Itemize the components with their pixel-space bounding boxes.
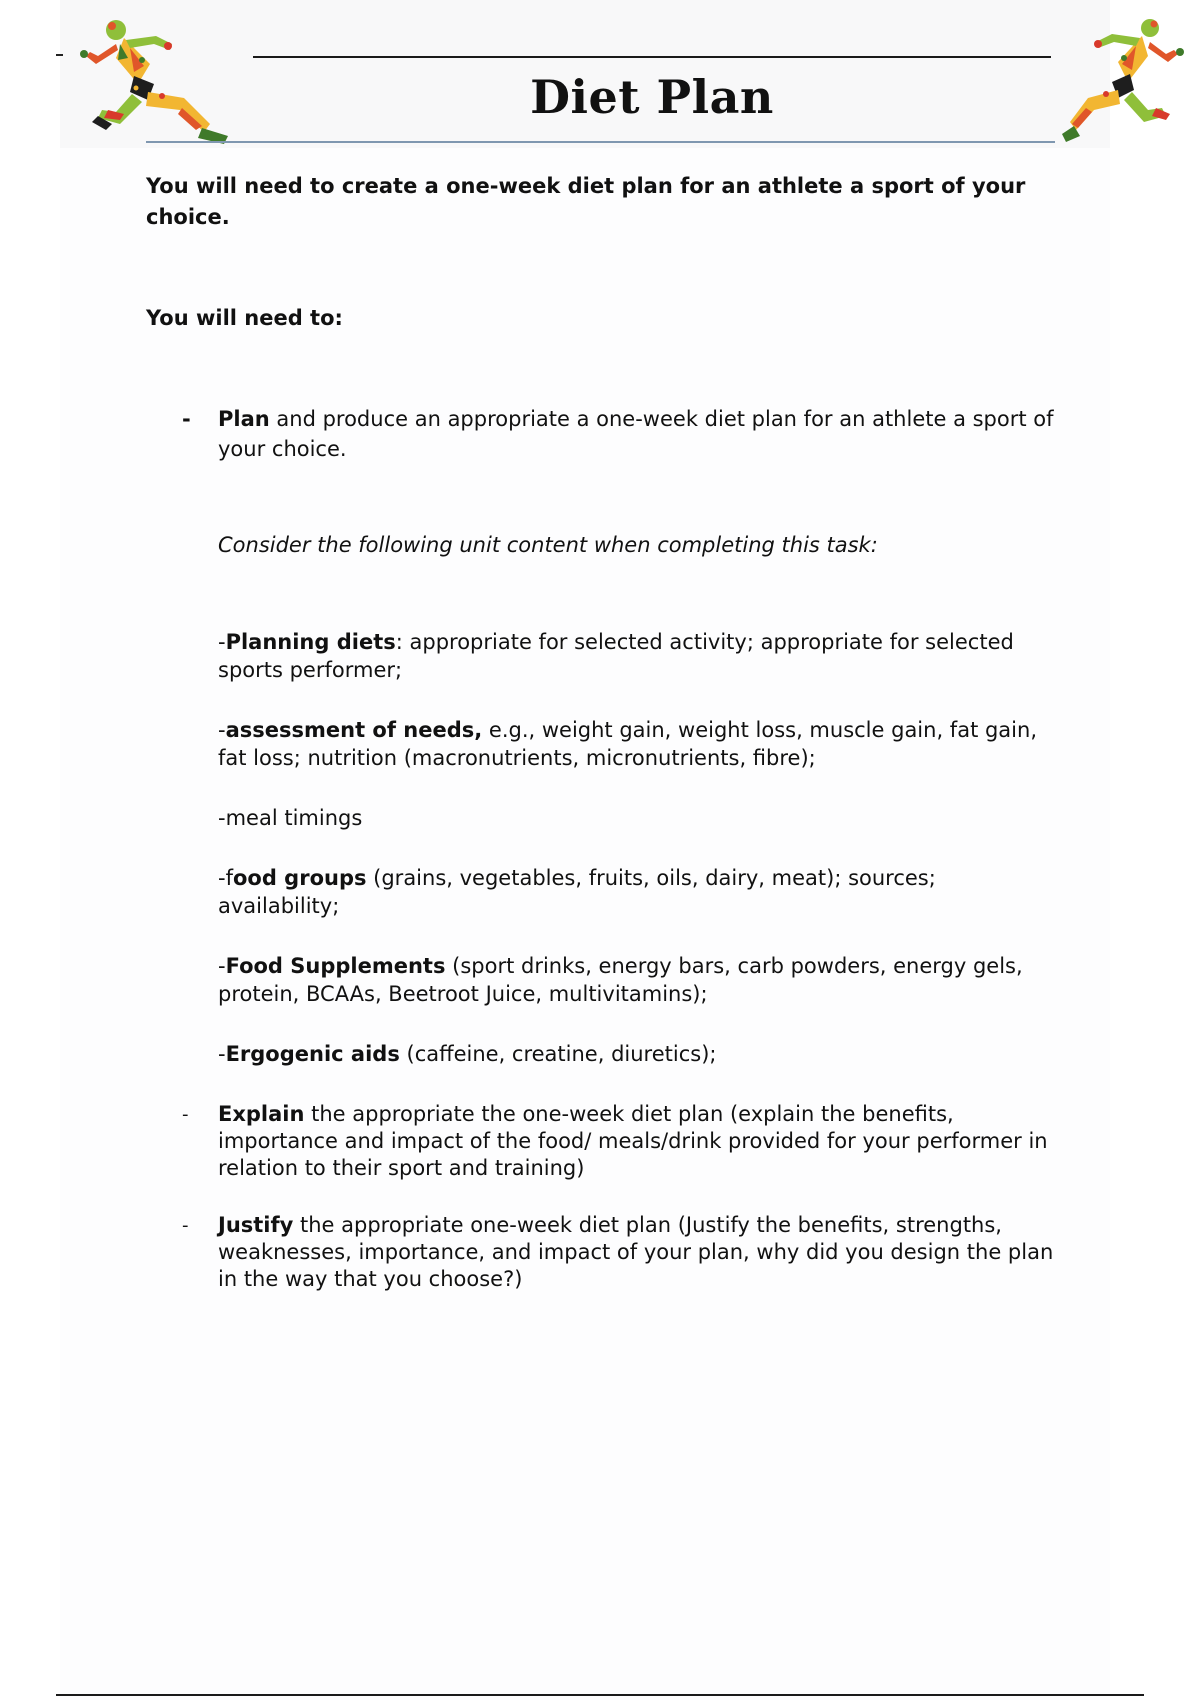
header-rule-top	[253, 56, 1051, 58]
task-text: and produce an appropriate a one-week diet plan for an athlete a sport of your choice.	[218, 407, 1054, 461]
item-prefix: -	[218, 1042, 226, 1066]
intro-paragraph: You will need to create a one-week diet plan for an athlete a sport of your choice.	[146, 174, 1026, 229]
unit-content-item	[218, 628, 1048, 684]
task-keyword: Justify	[218, 1213, 294, 1237]
runner-icon	[72, 14, 232, 146]
item-prefix: -	[218, 630, 226, 654]
task-text: the appropriate one-week diet plan (Justify the benefits, strengths, weaknesses, importance, and impact of your plan, why did you design the plan in the way that you choose?)	[218, 1213, 1054, 1291]
item-text: (grains, vegetables, fruits, oils, dairy, meat); sources; availability;	[218, 866, 936, 918]
item-prefix: -meal timings	[218, 806, 363, 830]
header-rule-bottom	[146, 141, 1055, 143]
unit-content-item	[218, 716, 1048, 772]
item-keyword: assessment of needs,	[225, 718, 483, 742]
item-keyword: ood groups	[232, 866, 367, 890]
page-title: Diet Plan	[530, 70, 774, 124]
corner-mark	[56, 54, 63, 56]
unit-content-item	[218, 1040, 1048, 1068]
item-keyword: Planning diets	[225, 630, 396, 654]
unit-content-item	[218, 804, 1048, 832]
item-prefix: -	[218, 718, 226, 742]
bullet-dash: -	[182, 1104, 189, 1125]
item-keyword: Ergogenic aids	[225, 1042, 400, 1066]
runner-icon	[1062, 14, 1192, 146]
unit-content-item	[218, 952, 1048, 1008]
bullet-dash: -	[182, 407, 191, 431]
bullet-dash: -	[182, 1215, 189, 1236]
footer-rule	[56, 1694, 1144, 1696]
item-text: (caffeine, creatine, diuretics);	[399, 1042, 717, 1066]
item-prefix: -	[218, 954, 226, 978]
unit-content-item	[218, 864, 1048, 920]
task-explain	[146, 1101, 1056, 1182]
item-text: (sport drinks, energy bars, carb powders, energy gels, protein, BCAAs, Beetroot Juice, multivitamins);	[218, 954, 1023, 1006]
item-keyword: Food Supplements	[225, 954, 446, 978]
task-keyword: Explain	[218, 1102, 305, 1126]
need-to-heading: You will need to:	[146, 306, 343, 330]
task-keyword: Plan	[218, 407, 270, 431]
task-justify	[146, 1212, 1056, 1293]
item-text: : appropriate for selected activity; appropriate for selected sports performer;	[218, 630, 1014, 682]
consider-note: Consider the following unit content when completing this task:	[218, 533, 878, 557]
task-plan	[146, 404, 1056, 464]
item-prefix: -f	[218, 866, 233, 890]
item-text: e.g., weight gain, weight loss, muscle gain, fat gain, fat loss; nutrition (macronutrients, micronutrients, fibre);	[218, 718, 1037, 770]
document-body	[146, 171, 1054, 1293]
task-text: the appropriate the one-week diet plan (explain the benefits, importance and impact of the food/ meals/drink provided for your performer in relation to their sport and training)	[218, 1102, 1048, 1180]
